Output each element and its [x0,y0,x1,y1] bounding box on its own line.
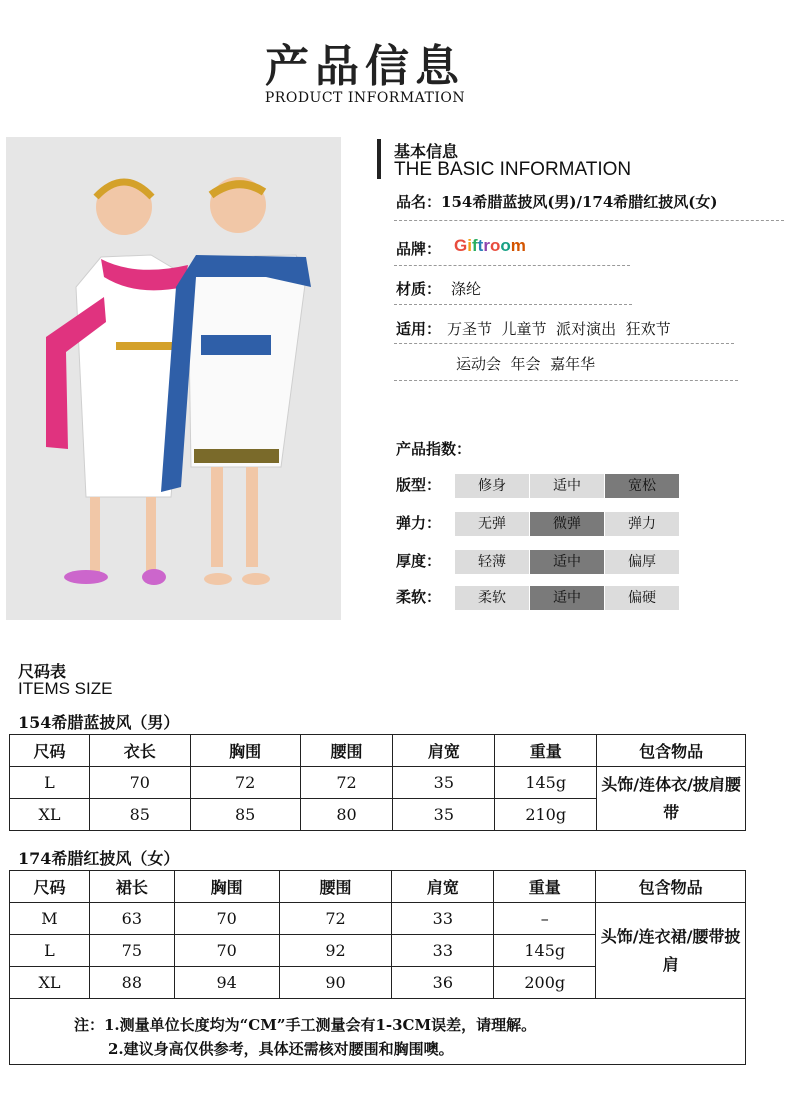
page-title: 产品信息 [265,41,465,92]
table-cell: 70 [89,767,190,799]
size-chart-heading: 尺码表 [18,662,67,681]
table-cell: 85 [89,799,190,831]
table-header-cell: 胸围 [174,871,279,903]
note-1: 注：1.测量单位长度均为“CM”手工测量会有1-3CM误差，请理解。 [74,1016,537,1034]
table-header-cell: 包含物品 [597,735,746,767]
product-photo [6,137,341,620]
table-cell: XL [10,799,90,831]
table-cell: 90 [279,967,392,999]
basic-info-heading-en: THE BASIC INFORMATION [394,159,632,180]
section-marker [377,139,381,179]
brand-logo: Giftroom [454,236,526,255]
brand-label: 品牌： [396,240,442,258]
table-cell: 145g [494,935,596,967]
index-option: 微弹 [530,512,604,536]
table-row [10,767,746,799]
table-header-cell: 尺码 [10,735,90,767]
table-cell: 36 [392,967,494,999]
index-option: 弹力 [605,512,679,536]
product-name-value: 154希腊蓝披风(男)/174希腊红披风(女) [441,193,718,211]
table-cell: M [10,903,90,935]
index-row-label: 厚度： [396,552,442,570]
size-chart-heading-en: ITEMS SIZE [18,679,113,698]
brand-row [396,238,441,259]
size-notes [9,998,746,1065]
product-index-heading: 产品指数： [396,440,472,458]
table-cell: 210g [495,799,597,831]
table-cell: 33 [392,935,494,967]
material-row [396,278,481,299]
index-option: 轻薄 [455,550,529,574]
table-header-cell: 肩宽 [392,871,494,903]
table-header-cell: 裙长 [89,871,174,903]
product-name-row [396,191,718,212]
table-header-cell: 腰围 [279,871,392,903]
table-header-cell: 尺码 [10,871,90,903]
size-table-male [9,734,746,831]
table-cell: L [10,935,90,967]
product-name-label: 品名： [396,193,442,211]
table-cell: 72 [279,903,392,935]
index-option: 修身 [455,474,529,498]
table-cell: 35 [393,767,495,799]
index-option: 偏硬 [605,586,679,610]
table-cell: 33 [392,903,494,935]
table-cell: 80 [300,799,393,831]
table-header-cell: 衣长 [89,735,190,767]
index-option: 适中 [530,586,604,610]
table-cell: 92 [279,935,392,967]
includes-cell: 头饰/连体衣/披肩腰带 [597,767,746,831]
divider [394,343,734,344]
table-header-cell: 重量 [494,871,596,903]
page-subtitle: PRODUCT INFORMATION [264,90,466,106]
index-option: 偏厚 [605,550,679,574]
index-option: 适中 [530,550,604,574]
table-header-cell: 重量 [495,735,597,767]
table-cell: 70 [174,935,279,967]
usage-line-1: 万圣节 儿童节 派对演出 狂欢节 [447,320,671,338]
table-cell: L [10,767,90,799]
table-header-cell: 胸围 [190,735,300,767]
table1-caption: 154希腊蓝披风（男） [18,713,180,732]
divider [394,265,630,266]
table-cell: 70 [174,903,279,935]
table-cell: 94 [174,967,279,999]
includes-cell: 头饰/连衣裙/腰带披肩 [596,903,746,999]
table-cell: 72 [300,767,393,799]
table-cell: – [494,903,596,935]
divider [394,304,632,305]
usage-label: 适用： [396,320,442,338]
size-table-female [9,870,746,999]
table-header-cell: 肩宽 [393,735,495,767]
divider [394,380,738,381]
table-cell: 200g [494,967,596,999]
material-value: 涤纶 [451,280,482,298]
basic-info-heading: 基本信息 [394,142,459,161]
table-cell: 35 [393,799,495,831]
index-row-label: 弹力： [396,514,442,532]
index-row-label: 版型： [396,476,442,494]
table-header-row [10,735,746,767]
table-header-row [10,871,746,903]
note-2: 2.建议身高仅供参考，具体还需核对腰围和胸围噢。 [108,1040,454,1058]
usage-row [396,318,671,339]
table-header-cell: 腰围 [300,735,393,767]
table-cell: 145g [495,767,597,799]
table-row [10,903,746,935]
table-cell: XL [10,967,90,999]
table2-caption: 174希腊红披风（女） [18,849,180,868]
index-option: 无弹 [455,512,529,536]
table-header-cell: 包含物品 [596,871,746,903]
index-option: 适中 [530,474,604,498]
material-label: 材质： [396,280,442,298]
table-cell: 88 [89,967,174,999]
divider [394,220,784,221]
table-cell: 63 [89,903,174,935]
index-option: 宽松 [605,474,679,498]
table-cell: 85 [190,799,300,831]
table-cell: 75 [89,935,174,967]
index-row-label: 柔软： [396,588,442,606]
index-option: 柔软 [455,586,529,610]
table-cell: 72 [190,767,300,799]
usage-line-2: 运动会 年会 嘉年华 [456,355,596,373]
